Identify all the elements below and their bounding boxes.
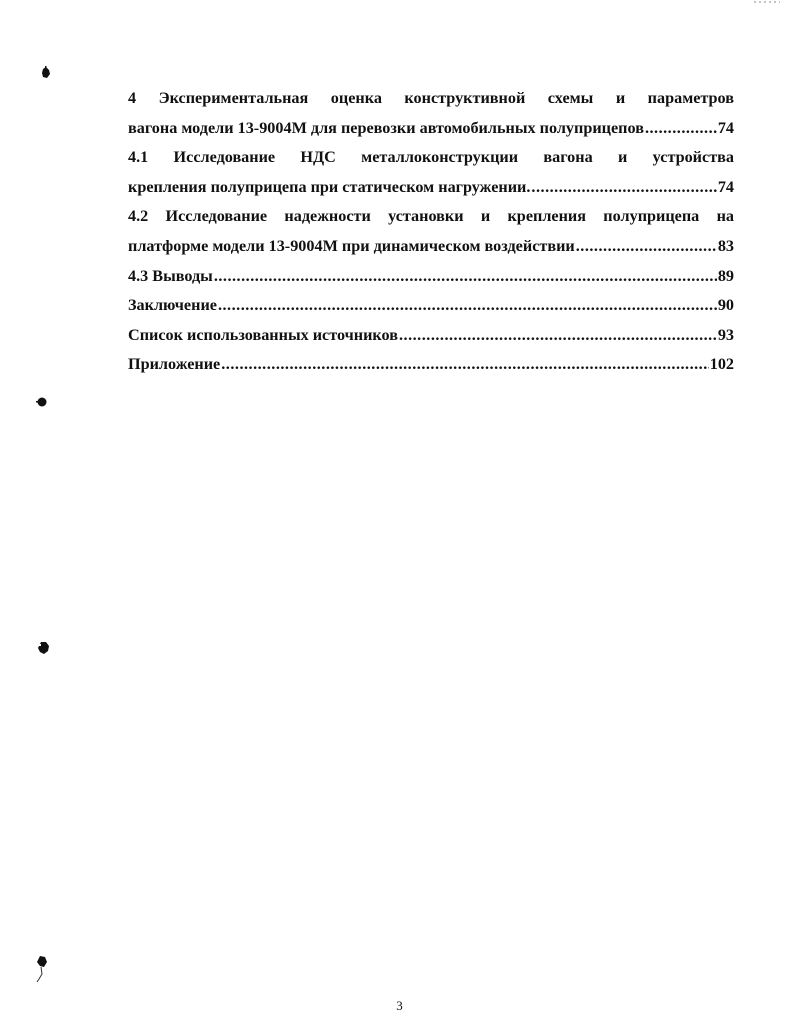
toc-entry-4-2-line-2	[128, 232, 734, 262]
table-of-contents	[128, 84, 734, 380]
scan-mark-2	[36, 396, 48, 408]
dot-leader	[645, 114, 717, 144]
toc-page-number: 93	[717, 325, 734, 344]
toc-entry-4-1-line-2	[128, 173, 734, 203]
toc-entry-text: 4 Экспериментальная оценка конструктивной схемы и параметров	[128, 89, 734, 107]
toc-entry-appendix	[128, 350, 734, 380]
toc-entry-4-line-2	[128, 114, 734, 144]
toc-entry-references	[128, 321, 734, 351]
corner-mark	[752, 0, 782, 6]
dot-leader	[221, 350, 708, 380]
toc-entry-4-3	[128, 262, 734, 292]
dot-leader	[399, 321, 717, 351]
toc-page-number: 74	[717, 118, 734, 137]
toc-entry-text: платформе модели 13-9004М при динамическом воздействии	[128, 236, 575, 255]
scan-mark-3	[36, 640, 52, 656]
dot-leader	[576, 232, 717, 262]
toc-entry-4-2-line-1	[128, 202, 734, 232]
toc-entry-text: 4.2 Исследование надежности установки и крепления полуприцепа на	[128, 207, 734, 226]
toc-entry-4-1-line-1	[128, 143, 734, 173]
page-number: 3	[396, 998, 403, 1013]
toc-entry-text: вагона модели 13-9004М для перевозки автомобильных полуприцепов	[128, 118, 644, 137]
scan-mark-1	[40, 66, 52, 80]
toc-page-number: 90	[717, 296, 734, 315]
toc-page-number: 83	[717, 236, 734, 255]
toc-page-number: 102	[709, 355, 734, 374]
scan-mark-4	[34, 954, 50, 984]
dot-leader	[531, 173, 716, 203]
dot-leader	[218, 291, 717, 321]
toc-entry-4-line-1	[128, 84, 734, 114]
toc-page-number: 89	[717, 266, 734, 285]
toc-page-number: 74	[717, 177, 734, 196]
toc-entry-text: Заключение	[128, 296, 217, 315]
toc-entry-text: Приложение	[128, 355, 221, 374]
toc-entry-text: Список использованных источников	[128, 325, 398, 344]
dot-leader	[214, 262, 717, 292]
toc-entry-text: крепления полуприцепа при статическом нагружении.	[128, 177, 531, 196]
toc-entry-conclusion	[128, 291, 734, 321]
toc-entry-text: 4.3 Выводы	[128, 266, 213, 285]
toc-entry-text: 4.1 Исследование НДС металлоконструкции вагона и устройства	[128, 148, 734, 167]
